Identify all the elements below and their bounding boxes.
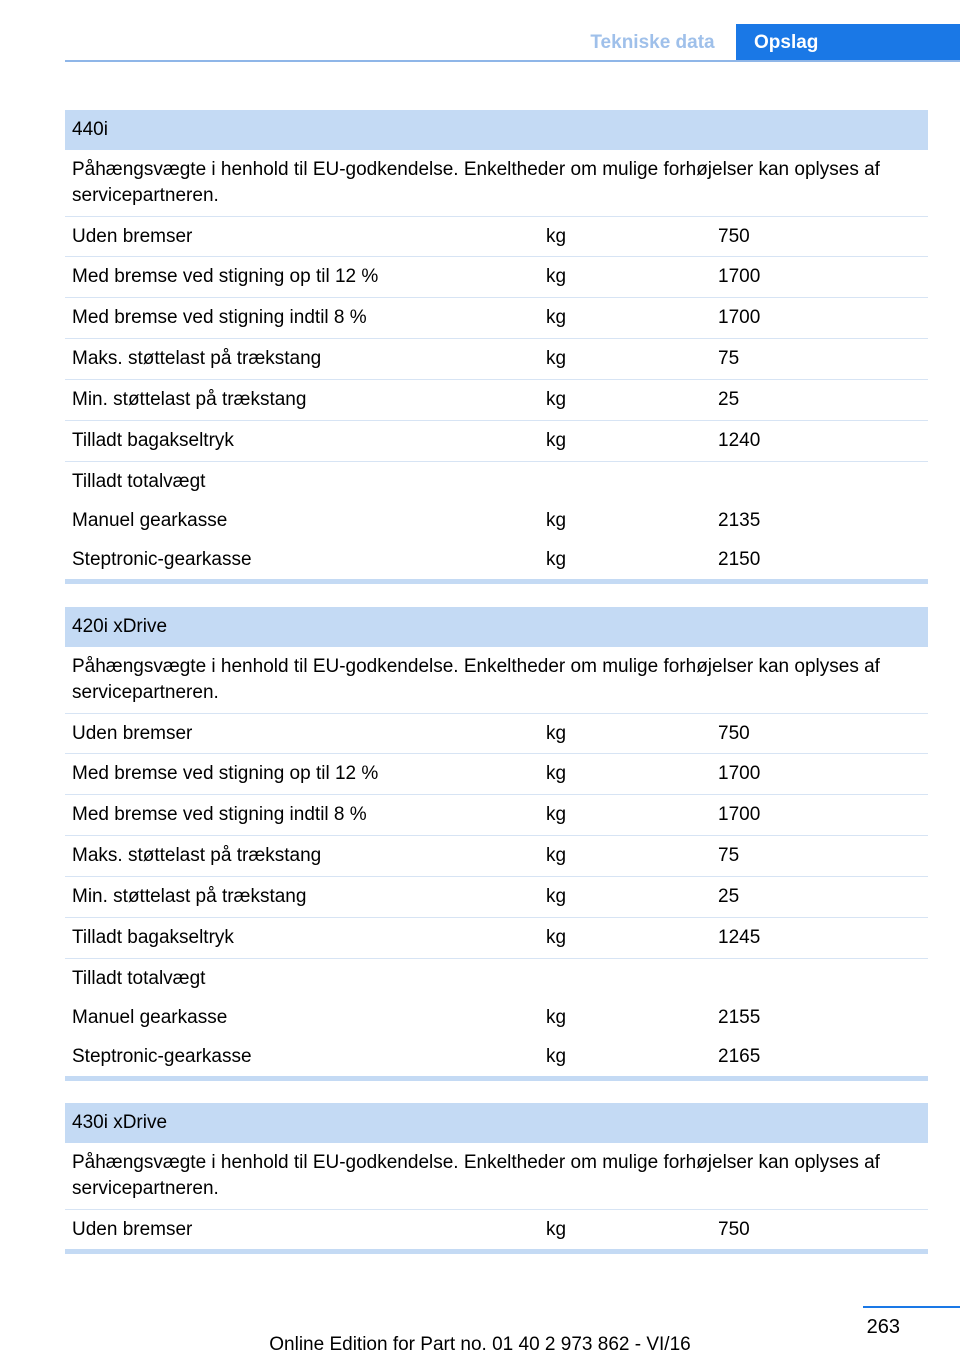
table-row: [65, 421, 928, 462]
row-unit: kg: [546, 307, 567, 328]
table-row: [65, 918, 928, 959]
table-row: [65, 1037, 928, 1076]
row-label: Med bremse ved stigning indtil 8 %: [72, 307, 367, 328]
row-unit: kg: [546, 548, 567, 570]
table-bottom-rule: [65, 1249, 928, 1254]
table-row: [65, 501, 928, 540]
row-value: 750: [718, 722, 750, 744]
page-number: 263: [866, 1316, 900, 1338]
row-unit: kg: [546, 722, 567, 744]
row-label: Maks. støttelast på trækstang: [72, 845, 322, 866]
row-unit: kg: [546, 430, 567, 451]
table-row: [65, 217, 928, 257]
row-label: Steptronic-gearkasse: [72, 1045, 252, 1067]
table-bottom-rule: [65, 1076, 928, 1081]
row-unit: kg: [546, 1218, 567, 1240]
row-value: 25: [718, 886, 740, 907]
row-label: Manuel gearkasse: [72, 509, 228, 531]
table-row: [65, 298, 928, 339]
spec-table-430i-xdrive: [65, 1103, 928, 1254]
row-label: Min. støttelast på trækstang: [72, 389, 307, 410]
row-label: Uden bremser: [72, 1218, 193, 1240]
row-value: 1245: [718, 927, 761, 948]
row-unit: kg: [546, 389, 567, 410]
row-value: 2135: [718, 509, 761, 531]
row-label: Tilladt totalvægt: [72, 470, 206, 492]
table-title: 440i: [65, 110, 928, 150]
row-value: 25: [718, 389, 740, 410]
row-value: 75: [718, 845, 740, 866]
footer-divider: [863, 1306, 960, 1308]
row-value: 750: [718, 1218, 750, 1240]
row-unit: kg: [546, 266, 567, 287]
row-label: Med bremse ved stigning op til 12 %: [72, 763, 379, 784]
row-label: Steptronic-gearkasse: [72, 548, 252, 570]
table-row: [65, 877, 928, 918]
row-value: 2150: [718, 548, 761, 570]
table-row: [65, 380, 928, 421]
row-value: 1240: [718, 430, 761, 451]
table-row: [65, 339, 928, 380]
spec-table-420i-xdrive: [65, 607, 928, 1081]
table-row: [65, 462, 928, 501]
row-unit: kg: [546, 1045, 567, 1067]
row-label: Min. støttelast på trækstang: [72, 886, 307, 907]
row-unit: kg: [546, 886, 567, 907]
table-title: 430i xDrive: [65, 1103, 928, 1143]
row-value: 1700: [718, 763, 761, 784]
table-row: [65, 998, 928, 1037]
row-label: Maks. støttelast på trækstang: [72, 348, 322, 369]
row-value: 1700: [718, 307, 761, 328]
edition-text: Online Edition for Part no. 01 40 2 973 862 - VI/16: [269, 1334, 691, 1355]
table-row: [65, 959, 928, 998]
table-title: 420i xDrive: [65, 607, 928, 647]
table-bottom-rule: [65, 579, 928, 584]
row-label: Med bremse ved stigning op til 12 %: [72, 266, 379, 287]
row-unit: kg: [546, 509, 567, 531]
row-label: Tilladt totalvægt: [72, 967, 206, 989]
table-row: [65, 754, 928, 795]
table-row: [65, 1210, 928, 1249]
table-row: [65, 836, 928, 877]
table-row: [65, 257, 928, 298]
row-value: 2165: [718, 1045, 761, 1067]
row-label: Uden bremser: [72, 722, 193, 744]
header-divider: [65, 60, 960, 62]
row-unit: kg: [546, 348, 567, 369]
row-value: 75: [718, 348, 740, 369]
row-value: 1700: [718, 804, 761, 825]
table-row: [65, 795, 928, 836]
row-value: 1700: [718, 266, 761, 287]
table-description: Påhængsvægte i henhold til EU-godkendelse. Enkeltheder om mulige forhøjelser kan oplyses af servicepartneren.: [65, 647, 928, 714]
row-unit: kg: [546, 763, 567, 784]
row-label: Tilladt bagakseltryk: [72, 430, 234, 451]
row-unit: kg: [546, 1006, 567, 1028]
row-label: Tilladt bagakseltryk: [72, 927, 234, 948]
row-value: 2155: [718, 1006, 761, 1028]
row-unit: kg: [546, 845, 567, 866]
header-tabs: [569, 24, 960, 61]
tab-opslag[interactable]: Opslag: [736, 24, 960, 61]
table-description: Påhængsvægte i henhold til EU-godkendelse. Enkeltheder om mulige forhøjelser kan oplyses af servicepartneren.: [65, 150, 928, 217]
row-value: 750: [718, 225, 750, 247]
table-description: Påhængsvægte i henhold til EU-godkendelse. Enkeltheder om mulige forhøjelser kan oplyses af servicepartneren.: [65, 1143, 928, 1210]
row-unit: kg: [546, 804, 567, 825]
tab-tekniske-data[interactable]: Tekniske data: [590, 31, 715, 53]
table-row: [65, 540, 928, 579]
row-unit: kg: [546, 225, 567, 247]
row-unit: kg: [546, 927, 567, 948]
row-label: Uden bremser: [72, 225, 193, 247]
table-row: [65, 714, 928, 754]
spec-table-440i: [65, 110, 928, 584]
row-label: Manuel gearkasse: [72, 1006, 228, 1028]
row-label: Med bremse ved stigning indtil 8 %: [72, 804, 367, 825]
